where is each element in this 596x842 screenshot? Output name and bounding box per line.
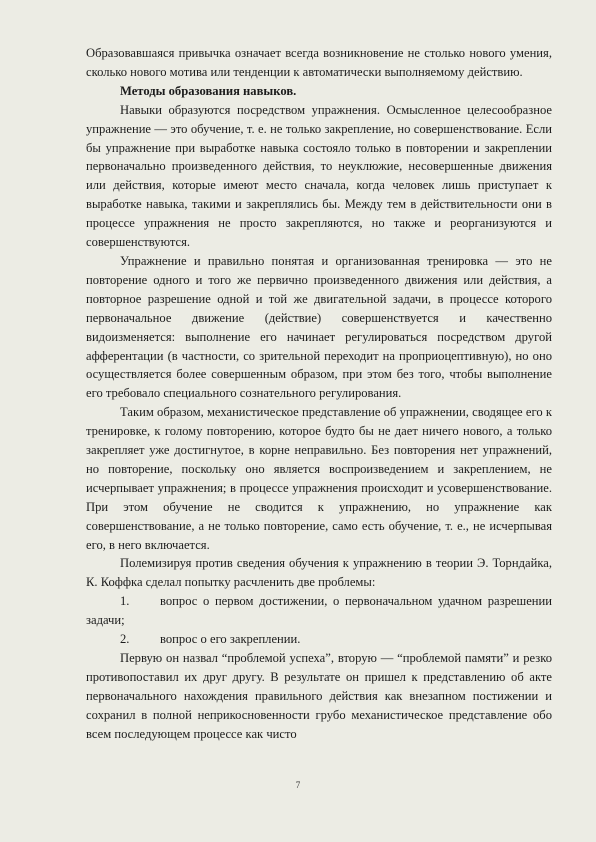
- list-text: вопрос о первом достижении, о первоначальном удачном разрешении задачи;: [86, 594, 552, 628]
- page-number: 7: [295, 780, 301, 790]
- list-item-2: [86, 630, 552, 649]
- section-heading: Методы образования навыков.: [120, 83, 297, 98]
- paragraph-final: Первую он назвал “проблемой успеха”, вторую — “проблемой памяти” и резко противопоставил их друг другу. В результате он пришел к представлению об акте первоначального нахождения правильного действия как внезапном постижении и сохранил в полной неприкосновенности грубо механистическое представление обо всем последующем процессе как чисто: [86, 651, 552, 741]
- list-item-1: [86, 592, 552, 630]
- paragraph-2: Навыки образуются посредством упражнения. Осмысленное целесообразное упражнение — это обучение, т. е. не только закрепление, но совершенствование. Если бы упражнение при выработке навыка состояло только в повторении и закреплении первоначально произведенного действия, то неуклюжие, несовершенные движения или действия, которые имеют место сначала, когда человек лишь приступает к выработке навыка, такими и закреплялись бы. Между тем в действительности они в процессе упражнения не просто закрепляются, но также и реорганизуются и совершенствуются.: [86, 102, 552, 250]
- paragraph-4: Таким образом, механистическое представление об упражнении, сводящее его к тренировке, к голому повторению, которое будто бы не дает ничего нового, а только закрепляет уже достигнутое, в корне неправильно. Без повторения нет упражнений, но повторение, поскольку оно является воспроизведением и закреплением, не исчерпывает упражнения; в процессе упражнения происходит и усовершенствование. При этом обучение не сводится к упражнению, но упражнение как совершенствование, а не только повторение, само есть обучение, т. е., не исчерпывая его, в него включается.: [86, 405, 552, 552]
- list-text: вопрос о его закреплении.: [160, 632, 301, 647]
- paragraph-1: Образовавшаяся привычка означает всегда возникновение не столько нового умения, сколько нового мотива или тенденции к автоматически выполняемому действию.: [86, 46, 552, 79]
- paragraph-3: Упражнение и правильно понятая и организованная тренировка — это не повторение одного и того же первично произведенного движения или действия, а повторное разрешение одной и той же двигательной задачи, в процессе которого первоначальное движение (действие) совершенствуется и качественно видоизменяется: выполнение его начинает регулироваться посредством другой афферентации (в частности, со зрительной переходит на проприоцептивную), но оно осуществляется более совершенным образом, при этом без того, чтобы выполнение его требовало специального сознательного регулирования.: [86, 253, 552, 401]
- paragraph-5: Полемизируя против сведения обучения к упражнению в теории Э. Торндайка, К. Коффка сделал попытку расчленить две проблемы:: [86, 556, 552, 590]
- document-body: [86, 44, 552, 744]
- list-number: 2.: [120, 632, 130, 647]
- list-number: 1.: [120, 594, 130, 609]
